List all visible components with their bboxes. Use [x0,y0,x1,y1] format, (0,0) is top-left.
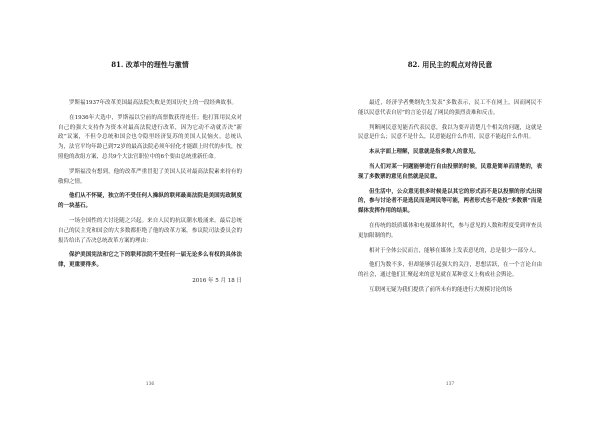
left-page-title: 81. 改革中的理性与激情 [111,60,189,69]
left-page-number: 136 [145,382,155,387]
right-paragraph-5: 但生活中，公众意见很多时候是以其它的形式而不是以投票的形式出现的，参与讨论者不是选民而是网民等可能，两者形式也不是投“多数票”而是媒体发挥作用的结果。 [358,188,542,215]
left-paragraph-6: 保护美国宪法和它之下的联邦法院不受任何一届无论多么有权的具体法律，更重要得多。 [58,252,242,269]
right-paragraph-9: 互联网无疑为我们提供了前所未有的能进行大规模讨论的场 [369,286,513,293]
left-paragraph-3: 罗斯福没有想到，他的改革严重冒犯了美国人民对最高法院素来持有的敬仰之情。 [58,168,242,185]
right-paragraph-7: 相对于全体公民而言，能够在媒体上发表意见的，总是很少一部分人。 [369,247,540,254]
right-paragraph-3: 本从字面上理解，民意就是指多数人的意见。 [369,149,480,156]
left-paragraph-4: 他们从不怀疑，独立的不受任何人操纵的联邦最高法院是美国宪政制度的一块基石。 [58,193,242,210]
right-paragraph-1: 最近，经济学者樊纲先生发表“多数表示，民工不在网上，因而网民不能以民意代表自居”的言论引起了网民的强烈责难和反击。 [358,100,542,116]
left-paragraph-2: 在1936年大选中，罗斯福以空前的高票数获得连任；他打算用民众对自己的强大支持作为资本对最高法院进行改革，因为它动不动就否决“新政”议案，不但令总统和国会也令隐里经济复苏的美国人民恼火。总统认为，法官平均年龄已到72岁的最高法院必须年轻化才能跟上时代的步伐，按照他的改组方案，总共9个大法官职位中的6个要由总统重新任命。 [58,114,242,160]
right-paragraph-4: 当人们对某一问题能够进行自由投票的时候，民意是简单而清楚的，表现了多数票的意见自然就是民意。 [358,163,542,180]
left-paragraph-5: 一场全国性的大讨论随之兴起。来自人民的抗议潮水般涌来。最后总统自己的民主党和国会的大多数都拒绝了他的改革方案。参议院司法委员会的报告给出了否决总统改革方案的理由： [58,217,242,244]
article-date: 2016 年 5 月 18 日 [192,277,242,284]
right-paragraph-8: 他们为数不多，但却能够引起强大的关注，思想活跃，在一个言论自由的社会，通过他们汇聚起来的意见就在某种意义上构成社会舆论。 [358,262,542,279]
right-page-number: 137 [445,382,455,387]
left-page-body [58,99,242,287]
right-paragraph-2: 判断网民意见能否代表民意，我以为要弄清楚几个相关的问题，这就是民意是什么；民意不是什么，民意能起什么作用，民意不能起什么作用。 [358,124,542,141]
right-page [300,0,600,421]
right-page-title: 82. 用民主的观点对待民意 [407,60,493,69]
right-paragraph-6: 在传统的纸质媒体和电视媒体时代，参与意见的人数和程度受到审查员更加限制的约。 [358,222,542,239]
right-page-body [358,99,542,301]
left-paragraph-1: 罗斯福1937年改革美国最高法院失败是美国历史上的一段经典故事。 [69,100,237,106]
